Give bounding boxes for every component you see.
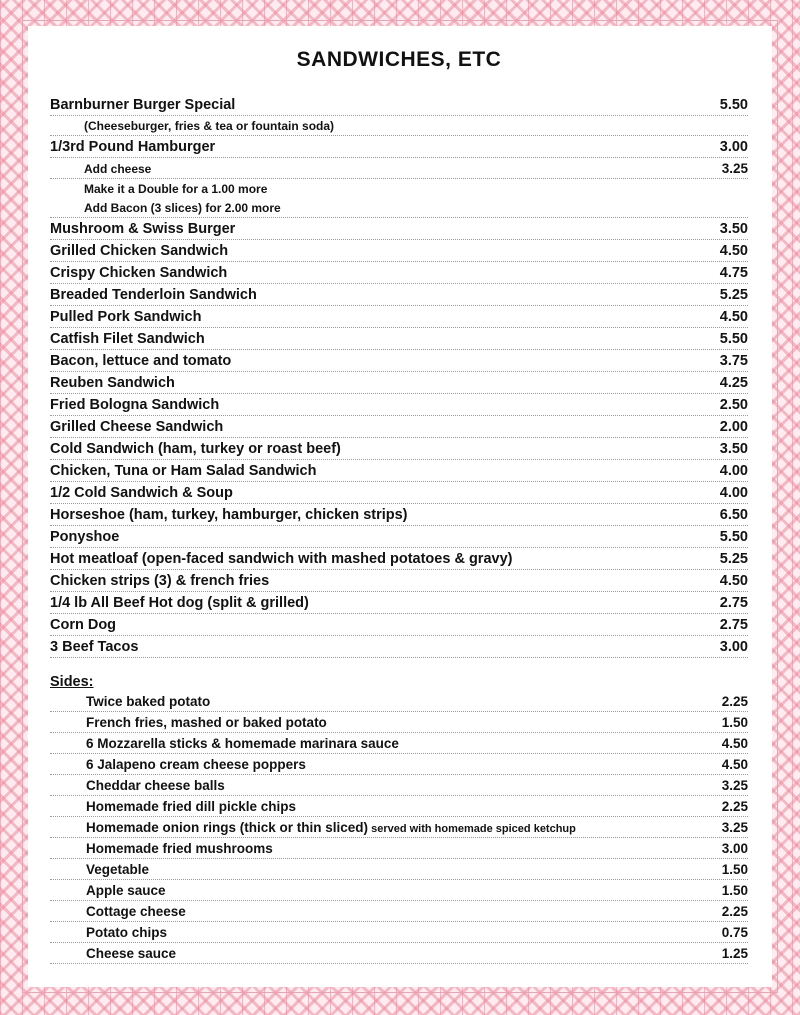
side-row: [50, 817, 748, 838]
item-price: 0.75: [721, 925, 748, 940]
item-label: 1/2 Cold Sandwich & Soup: [50, 485, 233, 501]
item-label: Cheddar cheese balls: [86, 778, 225, 793]
item-label: Corn Dog: [50, 617, 117, 633]
item-label: (Cheeseburger, fries & tea or fountain soda): [84, 119, 335, 133]
item-label: Grilled Cheese Sandwich: [50, 419, 224, 435]
item-label: Homemade onion rings (thick or thin sliced) served with homemade spiced ketchup: [86, 820, 576, 835]
item-price: 3.25: [721, 778, 748, 793]
menu-row: [50, 350, 748, 372]
side-row: [50, 901, 748, 922]
side-row: [50, 943, 748, 964]
item-label: Catfish Filet Sandwich: [50, 331, 205, 347]
menu-row: [50, 636, 748, 658]
item-label: 1/4 lb All Beef Hot dog (split & grilled): [50, 595, 309, 611]
menu-row: [50, 179, 748, 198]
side-row: [50, 922, 748, 943]
item-label: Apple sauce: [86, 883, 166, 898]
item-price: 4.50: [721, 757, 748, 772]
item-price: 5.25: [719, 287, 748, 303]
item-price: 2.25: [721, 799, 748, 814]
item-label: Chicken strips (3) & french fries: [50, 573, 270, 589]
item-price: 2.00: [719, 419, 748, 435]
item-price: 3.75: [719, 353, 748, 369]
item-label: 6 Jalapeno cream cheese poppers: [86, 757, 306, 772]
item-label: Ponyshoe: [50, 529, 120, 545]
item-label: Vegetable: [86, 862, 150, 877]
item-label: Add cheese: [84, 162, 152, 176]
item-label: Make it a Double for a 1.00 more: [84, 182, 268, 196]
item-price: 5.25: [719, 551, 748, 567]
menu-row: [50, 416, 748, 438]
item-price: 4.25: [719, 375, 748, 391]
item-price: 2.75: [719, 617, 748, 633]
side-row: [50, 754, 748, 775]
item-label: French fries, mashed or baked potato: [86, 715, 327, 730]
item-price: 3.50: [719, 221, 748, 237]
menu-row: [50, 438, 748, 460]
item-price: 3.25: [721, 820, 748, 835]
item-price: 4.50: [719, 243, 748, 259]
item-price: 6.50: [719, 507, 748, 523]
item-price: 3.00: [719, 139, 748, 155]
item-label: Homemade fried dill pickle chips: [86, 799, 297, 814]
side-row: [50, 859, 748, 880]
item-label: Fried Bologna Sandwich: [50, 397, 220, 413]
item-price: 3.00: [719, 639, 748, 655]
item-price: 5.50: [719, 331, 748, 347]
item-price: 2.50: [719, 397, 748, 413]
menu-row: [50, 372, 748, 394]
sides-heading-row: [50, 658, 748, 691]
item-price: 3.00: [721, 841, 748, 856]
menu-row: [50, 482, 748, 504]
side-row: [50, 712, 748, 733]
page-title: SANDWICHES, ETC: [296, 48, 502, 71]
item-label: 6 Mozzarella sticks & homemade marinara sauce: [86, 736, 399, 751]
item-label: Mushroom & Swiss Burger: [50, 221, 236, 237]
item-label-suffix: served with homemade spiced ketchup: [368, 823, 576, 835]
item-price: 5.50: [719, 529, 748, 545]
sides-list: [50, 658, 748, 964]
menu-row: [50, 136, 748, 158]
item-label: Bacon, lettuce and tomato: [50, 353, 232, 369]
item-price: 1.50: [721, 883, 748, 898]
menu-row: [50, 284, 748, 306]
menu-row: [50, 158, 748, 179]
item-label: Twice baked potato: [86, 694, 211, 709]
item-label: Cold Sandwich (ham, turkey or roast beef): [50, 441, 341, 457]
item-label: Crispy Chicken Sandwich: [50, 265, 228, 281]
item-price: 1.50: [721, 715, 748, 730]
menu-row: [50, 306, 748, 328]
item-label: Grilled Chicken Sandwich: [50, 243, 229, 259]
menu-row: [50, 394, 748, 416]
item-label: Pulled Pork Sandwich: [50, 309, 202, 325]
side-row: [50, 880, 748, 901]
item-label: 1/3rd Pound Hamburger: [50, 139, 216, 155]
item-price: 4.75: [719, 265, 748, 281]
item-label: Breaded Tenderloin Sandwich: [50, 287, 257, 303]
menu-row: [50, 116, 748, 136]
item-label: Hot meatloaf (open-faced sandwich with mashed potatoes & gravy): [50, 551, 513, 567]
side-row: [50, 733, 748, 754]
item-label: 3 Beef Tacos: [50, 639, 139, 655]
item-price: 2.25: [721, 904, 748, 919]
item-label: Homemade fried mushrooms: [86, 841, 273, 856]
menu-row: [50, 262, 748, 284]
menu-row: [50, 94, 748, 116]
menu-row: [50, 460, 748, 482]
item-price: 3.50: [719, 441, 748, 457]
item-price: 1.50: [721, 862, 748, 877]
side-row: [50, 796, 748, 817]
item-price: 4.00: [719, 485, 748, 501]
item-price: 2.25: [721, 694, 748, 709]
menu-row: [50, 328, 748, 350]
side-row: [50, 838, 748, 859]
item-label: Reuben Sandwich: [50, 375, 175, 391]
side-row: [50, 691, 748, 712]
side-row: [50, 775, 748, 796]
item-label: Chicken, Tuna or Ham Salad Sandwich: [50, 463, 317, 479]
item-price: 4.50: [719, 573, 748, 589]
item-price: 1.25: [721, 946, 748, 961]
item-price: 3.25: [721, 161, 748, 176]
item-label: Cheese sauce: [86, 946, 177, 961]
item-price: 4.50: [719, 309, 748, 325]
item-label: Add Bacon (3 slices) for 2.00 more: [84, 201, 281, 215]
item-price: 4.00: [719, 463, 748, 479]
item-price: 4.50: [721, 736, 748, 751]
menu-row: [50, 592, 748, 614]
item-label: Cottage cheese: [86, 904, 186, 919]
sides-heading: Sides:: [50, 674, 94, 690]
menu-page: [28, 26, 772, 987]
menu-row: [50, 548, 748, 570]
menu-row: [50, 526, 748, 548]
item-price: 2.75: [719, 595, 748, 611]
item-label: Horseshoe (ham, turkey, hamburger, chicken strips): [50, 507, 408, 523]
item-price: 5.50: [719, 97, 748, 113]
menu-row: [50, 218, 748, 240]
menu-row: [50, 240, 748, 262]
menu-row: [50, 614, 748, 636]
sandwiches-list: [50, 94, 748, 658]
menu-row: [50, 198, 748, 218]
item-label: Potato chips: [86, 925, 168, 940]
item-label: Barnburner Burger Special: [50, 97, 236, 113]
menu-row: [50, 504, 748, 526]
menu-row: [50, 570, 748, 592]
